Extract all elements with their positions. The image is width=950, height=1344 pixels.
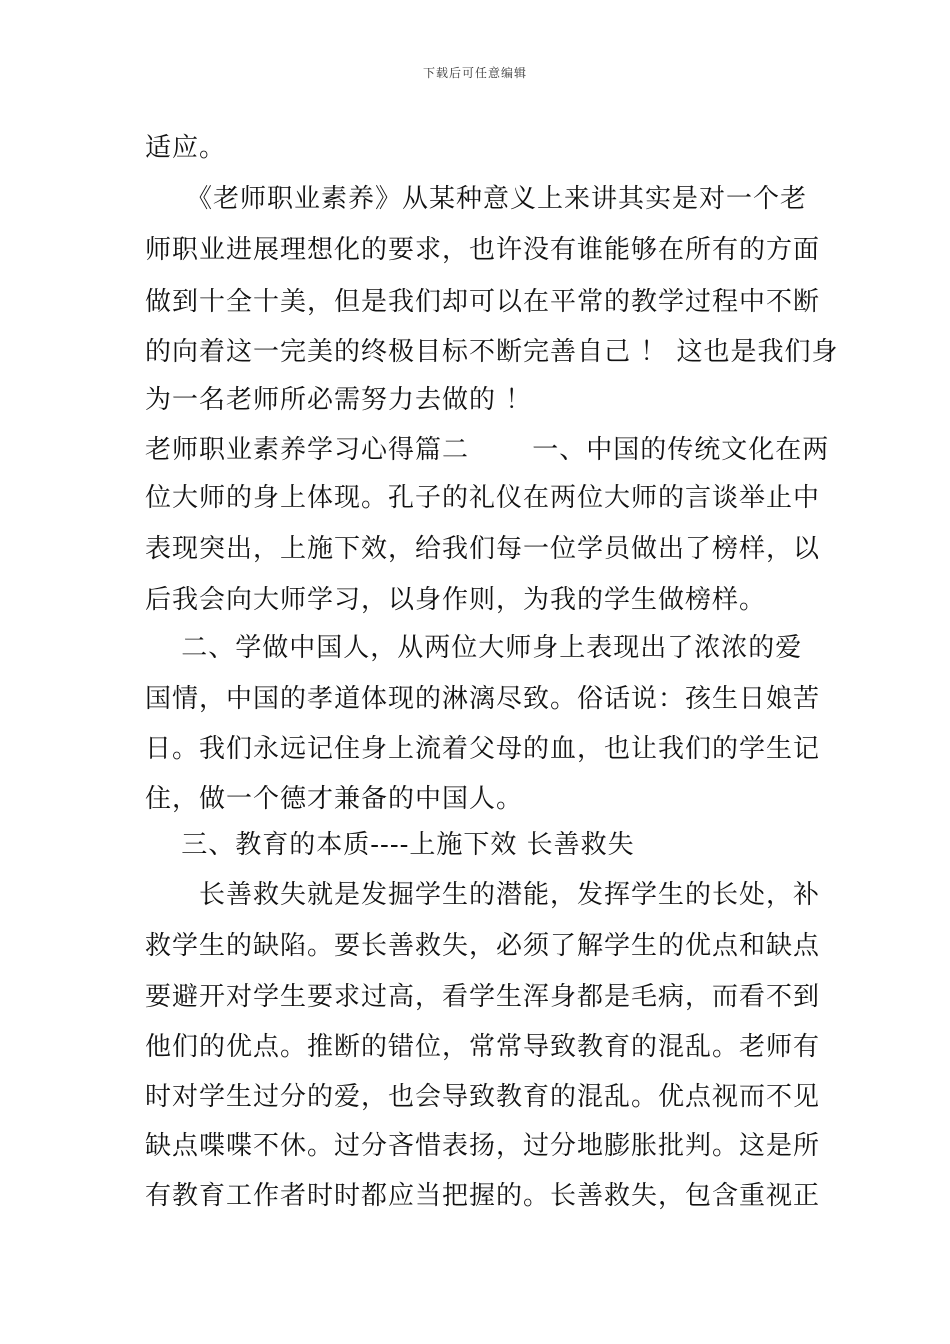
text-line: 缺点喋喋不休。过分吝惜表扬，过分地膨胀批判。这是所 bbox=[145, 1131, 821, 1161]
text-line: 《老师职业素养》从某种意义上来讲其实是对一个老 bbox=[145, 184, 808, 214]
text-line: 住，做一个德才兼备的中国人。 bbox=[145, 784, 524, 814]
text-line: 后我会向大师学习，以身作则，为我的学生做榜样。 bbox=[145, 585, 767, 615]
text-line: 日。我们永远记住身上流着父母的血，也让我们的学生记 bbox=[145, 734, 821, 764]
text-line: 时对学生过分的爱，也会导致教育的混乱。优点视而不见 bbox=[145, 1082, 821, 1112]
text-line: 二、学做中国人，从两位大师身上表现出了浓浓的爱 bbox=[145, 633, 803, 663]
text-line: 适应。 bbox=[145, 133, 227, 163]
page-header: 下载后可任意编辑 bbox=[422, 66, 527, 80]
text-line: 长善救失就是发掘学生的潜能，发挥学生的长处，补 bbox=[145, 880, 821, 910]
text-line: 要避开对学生要求过高，看学生浑身都是毛病，而看不到 bbox=[145, 982, 821, 1012]
text-line: 有教育工作者时时都应当把握的。长善救失，包含重视正 bbox=[145, 1181, 821, 1211]
text-line: 三、教育的本质----上施下效 长善救失 bbox=[145, 830, 635, 860]
text-line: 位大师的身上体现。孔子的礼仪在两位大师的言谈举止中 bbox=[145, 483, 821, 513]
text-line: 表现突出，上施下效，给我们每一位学员做出了榜样，以 bbox=[145, 534, 821, 564]
text-line: 救学生的缺陷。要长善救失，必须了解学生的优点和缺点 bbox=[145, 931, 821, 961]
text-line: 国情，中国的孝道体现的淋漓尽致。俗话说：孩生日娘苦 bbox=[145, 684, 821, 714]
text-line: 的向着这一完美的终极目标不断完善自己 ！ 这也是我们身 bbox=[145, 337, 839, 367]
text-line: 做到十全十美，但是我们却可以在平常的教学过程中不断 bbox=[145, 287, 821, 317]
text-line: 老师职业素养学习心得篇二 一、中国的传统文化在两 bbox=[145, 435, 830, 465]
text-line: 为一名老师所必需努力去做的 ！ bbox=[145, 385, 533, 415]
text-line: 他们的优点。推断的错位，常常导致教育的混乱。老师有 bbox=[145, 1032, 821, 1062]
text-line: 师职业进展理想化的要求，也许没有谁能够在所有的方面 bbox=[145, 235, 821, 265]
